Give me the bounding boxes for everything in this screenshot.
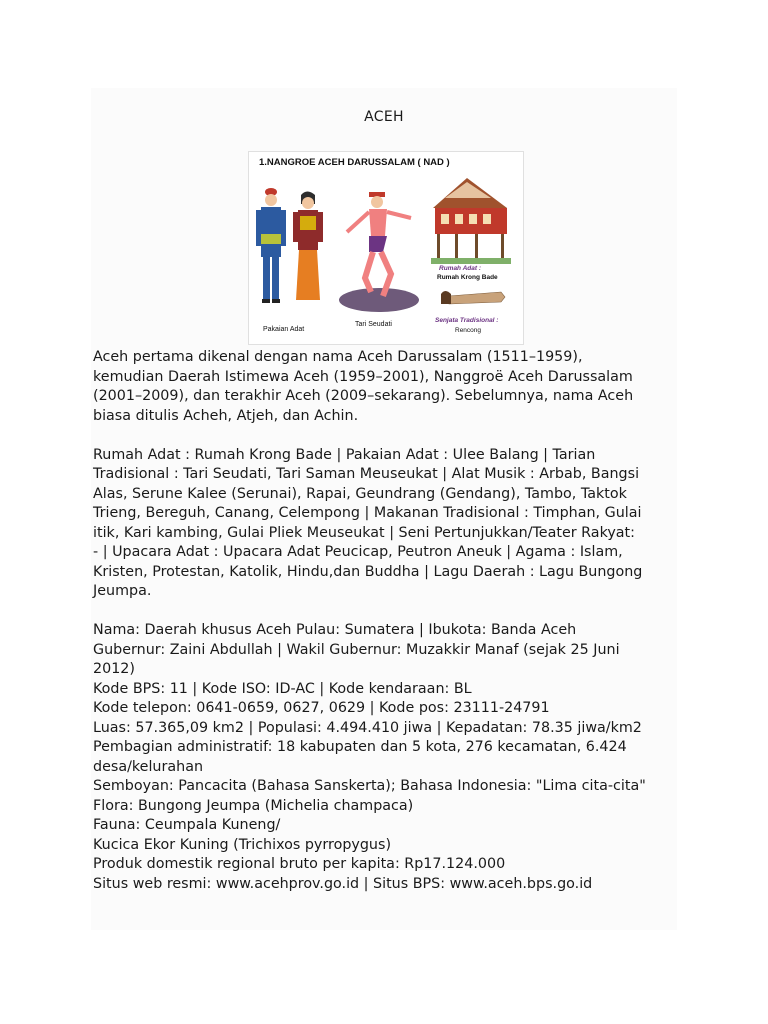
text-line: Flora: Bungong Jeumpa (Michelia champaca) xyxy=(93,797,414,814)
text-line: Gubernur: Zaini Abdullah | Wakil Gubernur: Muzakkir Manaf (sejak 25 Juni xyxy=(93,641,620,658)
illustration-figure xyxy=(248,151,524,345)
text-line: biasa ditulis Acheh, Atjeh, dan Achin. xyxy=(93,407,359,424)
paragraph-gap xyxy=(93,602,677,622)
text-line: - | Upacara Adat : Upacara Adat Peucicap, Peutron Aneuk | Agama : Islam, xyxy=(93,544,623,560)
paragraph-gap xyxy=(93,426,677,446)
woman-costume-drawing xyxy=(293,192,323,301)
article-body xyxy=(93,348,677,894)
text-line: kemudian Daerah Istimewa Aceh (1959–2001), Nanggroë Aceh Darussalam xyxy=(93,368,633,385)
intro-paragraph xyxy=(93,348,677,426)
text-line: itik, Kari kambing, Gulai Pliek Meuseukat | Seni Pertunjukkan/Teater Rakyat: xyxy=(93,524,635,541)
text-line: Rumah Adat : Rumah Krong Bade | Pakaian Adat : Ulee Balang | Tarian xyxy=(93,446,596,463)
text-line: Kristen, Protestan, Katolik, Hindu,dan Buddha | Lagu Daerah : Lagu Bungong xyxy=(93,563,643,580)
label-senjata-heading: Senjata Tradisional : xyxy=(435,317,499,324)
text-line: Semboyan: Pancacita (Bahasa Sanskerta); Bahasa Indonesia: "Lima cita-cita" xyxy=(93,778,646,794)
text-line: Situs web resmi: www.acehprov.go.id | Situs BPS: www.aceh.bps.go.id xyxy=(93,875,593,892)
text-line: Trieng, Bereguh, Canang, Celempong | Makanan Tradisional : Timphan, Gulai xyxy=(93,505,642,521)
text-line: Jeumpa. xyxy=(93,583,152,599)
text-line: 2012) xyxy=(93,661,135,677)
document-title: ACEH xyxy=(364,109,404,125)
text-line: desa/kelurahan xyxy=(93,758,204,775)
text-line: Nama: Daerah khusus Aceh Pulau: Sumatera | Ibukota: Banda Aceh xyxy=(93,622,577,638)
man-costume-drawing xyxy=(256,188,286,303)
label-pakaian-adat: Pakaian Adat xyxy=(263,326,305,333)
rencong-dagger-drawing xyxy=(441,291,505,304)
label-rumah-adat-heading: Rumah Adat : xyxy=(439,265,482,272)
text-line: (2001–2009), dan terakhir Aceh (2009–sekarang). Sebelumnya, nama Aceh xyxy=(93,388,634,404)
label-rumah-krong-bade: Rumah Krong Bade xyxy=(437,274,498,281)
text-line: Alas, Serune Kalee (Serunai), Rapai, Geundrang (Gendang), Tambo, Taktok xyxy=(93,485,627,502)
label-tari-seudati: Tari Seudati xyxy=(355,321,392,328)
text-line: Produk domestik regional bruto per kapita: Rp17.124.000 xyxy=(93,856,506,872)
dancer-drawing xyxy=(339,192,419,312)
text-line: Fauna: Ceumpala Kuneng/ xyxy=(93,817,281,833)
text-line: Aceh pertama dikenal dengan nama Aceh Darussalam (1511–1959), xyxy=(93,349,583,365)
text-line: Kode BPS: 11 | Kode ISO: ID-AC | Kode kendaraan: BL xyxy=(93,680,472,697)
label-rencong: Rencong xyxy=(455,327,482,334)
text-line: Kode telepon: 0641-0659, 0627, 0629 | Kode pos: 23111-24791 xyxy=(93,700,550,716)
text-line: Pembagian administratif: 18 kabupaten dan 5 kota, 276 kecamatan, 6.424 xyxy=(93,739,627,755)
figure-heading: 1.NANGROE ACEH DARUSSALAM ( NAD ) xyxy=(259,157,450,168)
illustration-svg xyxy=(249,152,523,344)
facts-paragraph xyxy=(93,621,677,894)
culture-paragraph xyxy=(93,446,677,602)
text-line: Tradisional : Tari Seudati, Tari Saman Meuseukat | Alat Musik : Arbab, Bangsi xyxy=(93,466,640,482)
text-line: Luas: 57.365,09 km2 | Populasi: 4.494.410 jiwa | Kepadatan: 78.35 jiwa/km2 xyxy=(93,719,642,736)
traditional-house-drawing xyxy=(431,178,511,264)
document-page xyxy=(91,88,677,930)
text-line: Kucica Ekor Kuning (Trichixos pyrropygus) xyxy=(93,836,392,853)
